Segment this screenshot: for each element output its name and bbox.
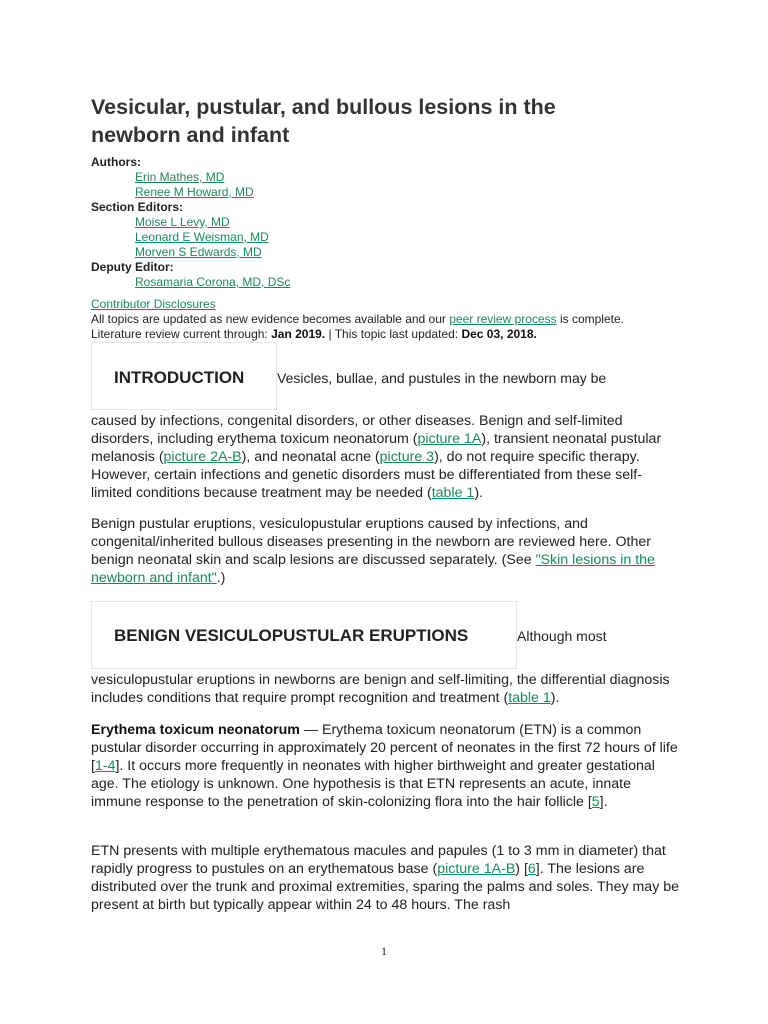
etn-paragraph-1: Erythema toxicum neonatorum — Erythema toxicum neonatorum (ETN) is a common pustular disorder occurring in approximately 20 percent of neonates in the first 72 hours of life [1-4]. It occurs more frequently in neonates with higher birthweight and greater gestational age. The etiology is unknown. One hypothesis is that ETN represents an acute, innate immune response to the penetration of skin-colonizing flora into the hair follicle [5]. <box>91 722 678 810</box>
review-date: Jan 2019. <box>271 327 326 341</box>
deputy-editor-link[interactable]: Rosamaria Corona, MD, DSc <box>135 275 291 289</box>
updated-date: Dec 03, 2018. <box>461 327 537 341</box>
page-number: 1 <box>381 944 387 958</box>
intro-paragraph-2: Benign pustular eruptions, vesiculopustular eruptions caused by infections, and congenital/inherited bullous diseases presenting in the newborn are reviewed here. Other benign neonatal skin and scalp lesions are discussed separately. (See "Skin lesions in the newborn and infant".) <box>91 516 655 586</box>
author-link[interactable]: Erin Mathes, MD <box>135 170 225 184</box>
page-title: Vesicular, pustular, and bullous lesions in the newborn and infant <box>91 95 556 147</box>
section-editors-label: Section Editors: <box>91 200 184 214</box>
section-editor-link[interactable]: Moise L Levy, MD <box>135 215 230 229</box>
table-link[interactable]: table 1 <box>431 485 475 501</box>
picture-link[interactable]: picture 2A-B <box>163 449 242 465</box>
benign-paragraph-1: vesiculopustular eruptions in newborns are benign and self-limiting, the differential diagnosis includes conditions that require prompt recognition and treatment (table 1). <box>91 672 670 706</box>
reference-link[interactable]: 5 <box>591 794 600 810</box>
review-line: Literature review current through: Jan 2019. | This topic last updated: Dec 03, 2018. <box>91 327 537 341</box>
benign-lead-text: Although most <box>517 628 607 644</box>
etn-term: Erythema toxicum neonatorum <box>91 722 300 738</box>
peer-review-link[interactable]: peer review process <box>449 312 557 326</box>
picture-link[interactable]: picture 1A <box>417 431 482 447</box>
author-link[interactable]: Renee M Howard, MD <box>135 185 254 199</box>
section-editor-link[interactable]: Morven S Edwards, MD <box>135 245 262 259</box>
contributor-disclosures-link[interactable]: Contributor Disclosures <box>91 297 216 311</box>
benign-heading-box <box>91 601 517 669</box>
section-editor-link[interactable]: Leonard E Weisman, MD <box>135 230 269 244</box>
metadata-block <box>91 155 290 290</box>
update-info <box>91 297 691 342</box>
authors-label: Authors: <box>91 155 141 169</box>
etn-paragraph-2: ETN presents with multiple erythematous macules and papules (1 to 3 mm in diameter) that rapidly progress to pustules on an erythematous base (picture 1A-B) [6]. The lesions are distributed over the trunk and proximal extremities, sparing the palms and soles. They may be present at birth but typically appear within 24 to 48 hours. The rash <box>91 843 680 913</box>
reference-link[interactable]: 1-4 <box>94 758 116 774</box>
topic-link[interactable]: "Skin lesions in the newborn and infant" <box>91 552 655 586</box>
picture-link[interactable]: picture 1A-B <box>437 861 516 877</box>
update-line: All topics are updated as new evidence becomes available and our peer review process is complete. <box>91 312 624 326</box>
picture-link[interactable]: picture 3 <box>379 449 435 465</box>
benign-heading: BENIGN VESICULOPUSTULAR ERUPTIONS <box>114 626 469 645</box>
table-link[interactable]: table 1 <box>508 690 551 706</box>
deputy-editor-label: Deputy Editor: <box>91 260 174 274</box>
intro-heading: INTRODUCTION <box>114 368 245 387</box>
intro-heading-box <box>91 342 277 410</box>
reference-link[interactable]: 6 <box>527 861 536 877</box>
intro-paragraph-1: caused by infections, congenital disorders, or other diseases. Benign and self-limited disorders, including erythema toxicum neonatorum (picture 1A), transient neonatal pustular melanosis (picture 2A-B), and neonatal acne (picture 3), do not require specific therapy. However, certain infections and genetic disorders must be differentiated from these self-limited conditions because treatment may be needed (table 1). <box>91 413 662 501</box>
intro-lead-text: Vesicles, bullae, and pustules in the newborn may be <box>277 370 607 386</box>
